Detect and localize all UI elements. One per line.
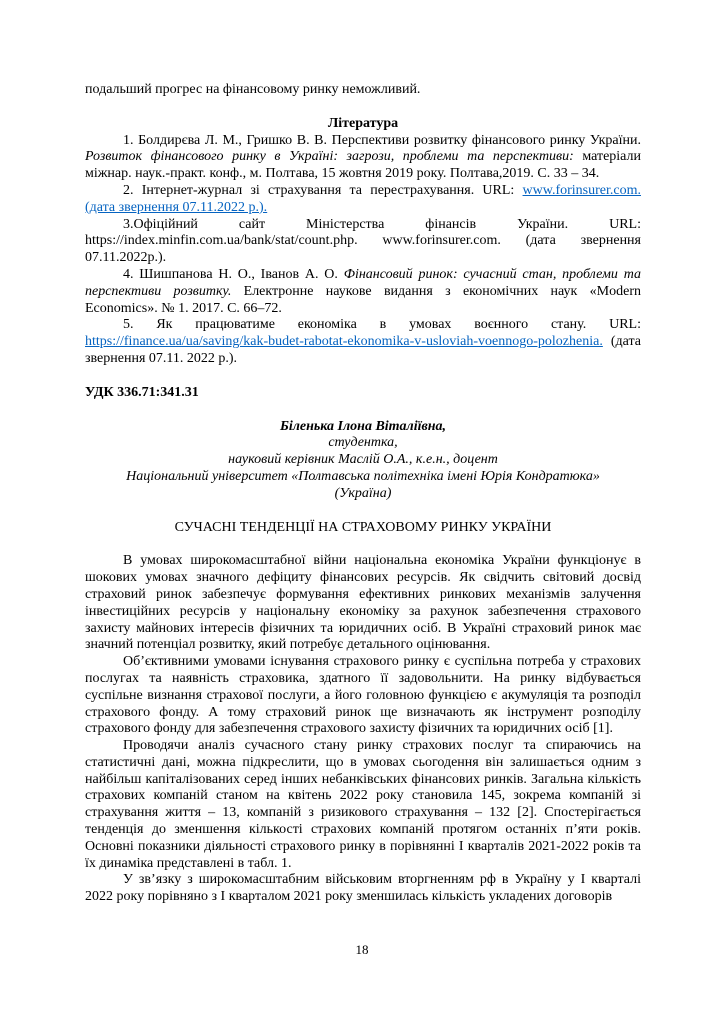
author-name: Біленька Ілона Віталіївна, [279, 418, 447, 434]
reference-item-5 [85, 317, 641, 367]
text-run: Електронне наукове видання з економічних наук «Modern Economics». № 1. 2017. С. 66–72. [85, 283, 641, 316]
page-number: 18 [355, 942, 369, 957]
finance-ua-link[interactable]: https://finance.ua/ua/saving/kak-budet-rabotat-ekonomika-v-usloviah-voennogo-polozhenia. [85, 334, 603, 350]
body-paragraph-4: У зв’язку з широкомасштабним військовим вторгненням рф в Україну у І кварталі 2022 року порівняно з І кварталом 2021 року зменшилась кількість укладених договорів [85, 872, 641, 905]
body-paragraph-2: Об’єктивними умовами існування страхового ринку є суспільна потреба у страхових послугах та наявність страховика, здатного її задовольнити. На ринку відбувається суспільне визнання страхової послуги, а його головною функцією є акумуляція та розподіл страхового фонду. А тому страховий ринок ще визначають як інструмент розподілу страхового фонду для забезпечення страхового захисту фізичних та юридичних осіб [1]. [85, 654, 641, 737]
text-run: 4. Шишпанова Н. О., Іванов А. О. [123, 266, 344, 282]
reference-item-4 [85, 267, 641, 317]
text-run: 1. Болдирєва Л. М., Гришко В. В. Перспективи розвитку фінансового ринку України. [123, 132, 641, 148]
closing-sentence: подальший прогрес на фінансовому ринку неможливий. [85, 82, 421, 97]
literature-heading: Література [327, 115, 399, 131]
text-run: матеріали міжнар. наук.-практ. конф., м. Полтава, 15 жовтня 2019 року. Полтава,2019. С. 33 – 34. [85, 149, 641, 182]
body-paragraph-3: Проводячи аналіз сучасного стану ринку страхових послуг та спираючись на статистичні дані, можна підкреслити, що в умовах сьогодення він залишається одним з найбільш капіталізованих серед інших небанківських фінансових ринків. Загальна кількість страхових компаній станом на квітень 2022 року становила 145, зокрема компаній зі страхування життя – 13, компаній з ризикового страхування – 132 [2]. Спостерігається тенденція до зменшення кількості страхових компаній протягом останніх п’яти років. Основні показники діяльності страхового ринку в порівнянні І кварталів 2021-2022 років та їх динаміка представлені в табл. 1. [85, 738, 641, 871]
text-run: Розвиток фінансового ринку в Україні: загрози, проблеми та перспективи: [85, 149, 574, 165]
page-footer [0, 942, 724, 958]
udk-code: УДК 336.71:341.31 [85, 384, 199, 400]
text-run: 5. Як працюватиме економіка в умовах воєнного стану. URL: [123, 317, 641, 333]
author-role: студентка, [328, 435, 398, 451]
text-run: Фінансовий ринок: сучасний стан, проблеми та перспективи розвитку. [85, 266, 641, 299]
reference-item-3 [85, 217, 641, 267]
article-title: СУЧАСНІ ТЕНДЕНЦІЇ НА СТРАХОВОМУ РИНКУ УКРАЇНИ [174, 519, 552, 535]
reference-item-2 [85, 183, 641, 217]
page-content [85, 82, 641, 906]
text-run: (дата звернення 07.11. 2022 р.). [85, 334, 641, 366]
advisor-line: науковий керівник Маслій О.А., к.е.н., доцент [228, 452, 498, 468]
reference-list [85, 133, 641, 368]
forinsurer-access-date-link[interactable]: (дата звернення 07.11.2022 р.). [85, 199, 268, 215]
author-block [85, 419, 641, 503]
country-line: (Україна) [334, 485, 392, 501]
text-run: 3.Офіційний сайт Міністерства фінансів України. URL: https://index.minfin.com.ua/bank/stat/count.php. www.forinsurer.com. (дата звернення 07.11.2022р.). [85, 216, 641, 266]
affiliation-line: Національний університет «Полтавська політехніка імені Юрія Кондратюка» [126, 468, 600, 484]
forinsurer-link[interactable]: www.forinsurer.com. [522, 182, 641, 198]
reference-item-1 [85, 133, 641, 183]
article-body [85, 553, 641, 906]
text-run: 2. Інтернет-журнал зі страхування та перестрахування. URL: [123, 182, 523, 198]
body-paragraph-1: В умовах широкомасштабної війни національна економіка України функціонує в шокових умовах значного дефіциту фінансових ресурсів. Як свідчить світовий досвід страховий ринок забезпечує формування ефективних ринкових механізмів залучення інвестиційних ресурсів у національну економіку за рахунок забезпечення страхового захисту майнових інтересів фізичних та юридичних осіб. В Україні страховий ринок має значний потенціал розвитку, який потребує детального оцінювання. [85, 553, 641, 653]
